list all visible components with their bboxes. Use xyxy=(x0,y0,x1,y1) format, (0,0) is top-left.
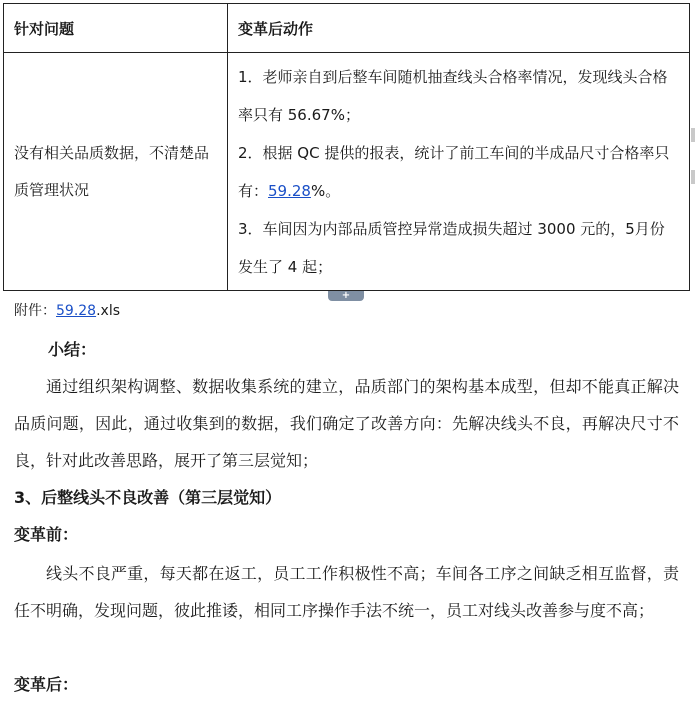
scrollbar-tick xyxy=(691,128,695,142)
action-59-28-link[interactable]: 59.28 xyxy=(268,181,311,200)
section3-heading: 3、后整线头不良改善（第三层觉知） xyxy=(14,488,282,507)
table-header-row xyxy=(4,4,690,53)
header-problem: 针对问题 xyxy=(4,4,228,53)
problem-action-table xyxy=(3,3,690,291)
action-item-2 xyxy=(238,134,679,210)
summary-heading: 小结： xyxy=(48,340,97,359)
attachment-label: 附件： xyxy=(14,303,56,319)
table-row xyxy=(4,53,690,291)
problem-cell: 没有相关品质数据，不清楚品质管理状况 xyxy=(4,53,228,291)
action-item-2-text: 2．根据 QC 提供的报表，统计了前工车间的半成品尺寸合格率只有： xyxy=(238,143,670,200)
attachment-ext: .xls xyxy=(96,303,121,319)
attachment-link[interactable]: 59.28 xyxy=(56,303,97,319)
scrollbar-tick xyxy=(691,170,695,184)
before-heading: 变革前： xyxy=(14,525,79,544)
before-paragraph: 线头不良严重，每天都在返工，员工工作积极性不高；车间各工序之间缺乏相互监督，责任不明确，发现问题，彼此推诿，相同工序操作手法不统一，员工对线头改善参与度不高； xyxy=(14,564,679,620)
action-item-3: 3．车间因为内部品质管控异常造成损失超过 3000 元的，5月份发生了 4 起； xyxy=(238,219,665,276)
action-item-2-suffix: %。 xyxy=(310,181,341,200)
header-action: 变革后动作 xyxy=(228,4,690,53)
action-item-1: 1．老师亲自到后整车间随机抽查线头合格率情况，发现线头合格率只有 56.67%； xyxy=(238,67,668,124)
actions-cell xyxy=(228,53,690,291)
summary-paragraph: 通过组织架构调整、数据收集系统的建立，品质部门的架构基本成型，但却不能真正解决品质问题，因此，通过收集到的数据，我们确定了改善方向：先解决线头不良，再解决尺寸不良，针对此改善思路，展开了第三层觉知； xyxy=(14,377,679,470)
table-anchor-handle[interactable]: + xyxy=(328,291,364,301)
after-heading: 变革后： xyxy=(14,675,79,694)
attachment-line xyxy=(14,300,120,322)
